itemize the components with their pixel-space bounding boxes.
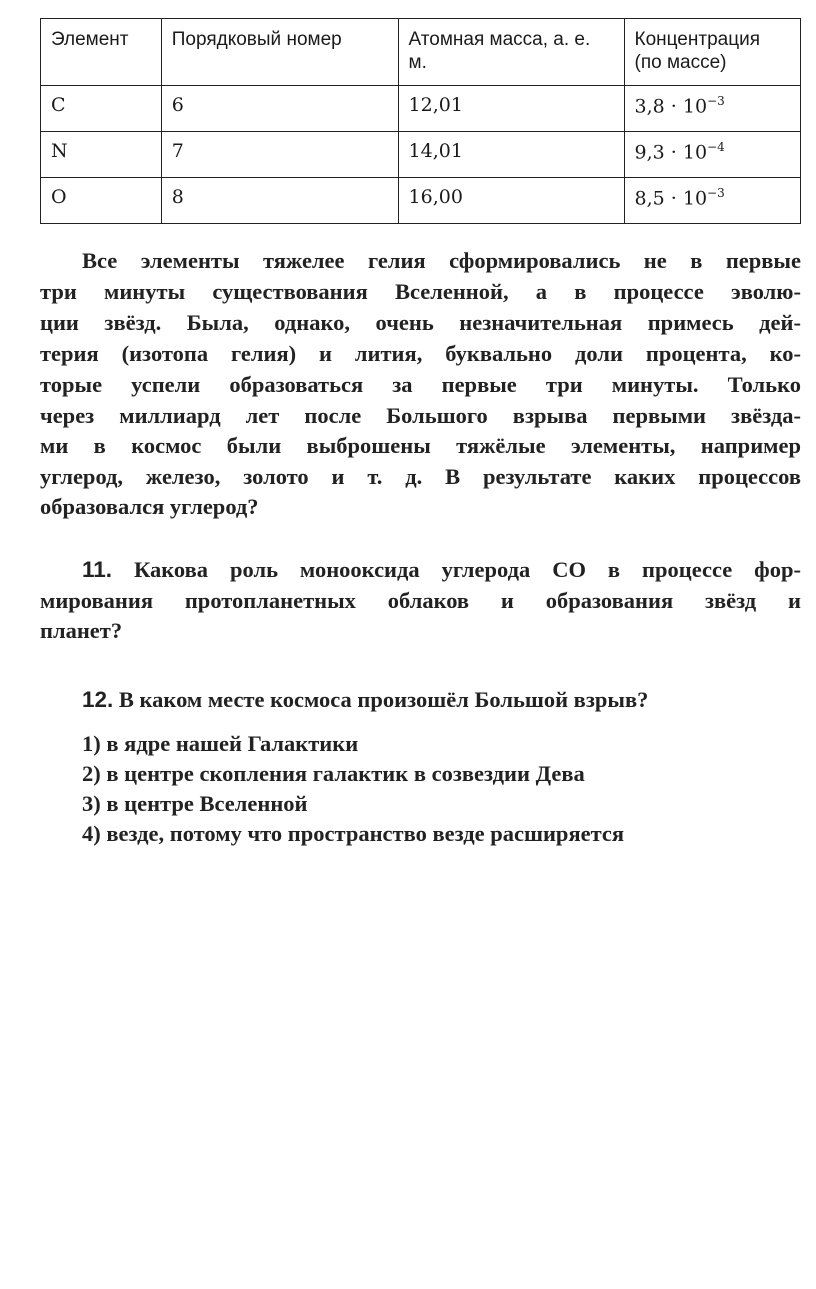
exponent: −4 <box>707 140 725 154</box>
paragraph-line: углерод, железо, золото и т. д. В результате каких процессов <box>40 464 801 489</box>
header-cell: Элемент <box>41 19 162 86</box>
answer-option: 4) везде, потому что пространство везде расширяется <box>82 821 625 846</box>
header-cell: Концентрация (по массе) <box>624 19 800 86</box>
question-12 <box>82 687 648 713</box>
paragraph-line: терия (изотопа гелия) и лития, буквально доли процента, ко- <box>40 341 801 366</box>
question-text: Какова роль монооксида углерода СО в процессе фор- <box>134 557 801 582</box>
concentration-cell <box>624 132 800 178</box>
mantissa: 3,8 · 10 <box>634 95 708 118</box>
question-number: 12. <box>82 687 114 712</box>
paragraph-line: ми в космос были выброшены тяжёлые элементы, например <box>40 433 801 458</box>
paragraph-line: торые успели образоваться за первые три минуты. Только <box>40 372 801 397</box>
mass-cell: 14,01 <box>398 132 624 178</box>
number-cell: 8 <box>161 178 398 224</box>
table-row <box>41 178 801 224</box>
mantissa: 8,5 · 10 <box>634 187 708 210</box>
number-cell: 7 <box>161 132 398 178</box>
question-text: В каком месте космоса произошёл Большой взрыв? <box>118 687 649 712</box>
table-row <box>41 132 801 178</box>
header-cell: Порядковый номер <box>161 19 398 86</box>
paragraph-line: ции звёзд. Была, однако, очень незначительная примесь дей- <box>40 310 801 335</box>
exponent: −3 <box>707 186 725 200</box>
question-number: 11. <box>82 557 113 582</box>
question-11-line: мирования протопланетных облаков и образования звёзд и <box>40 588 801 613</box>
question-11-line: планет? <box>40 618 123 643</box>
mantissa: 9,3 · 10 <box>634 141 708 164</box>
concentration-cell <box>624 178 800 224</box>
paragraph-line: образовался углерод? <box>40 494 259 519</box>
header-cell: Атомная масса, а. е. м. <box>398 19 624 86</box>
mass-cell: 12,01 <box>398 86 624 132</box>
number-cell: 6 <box>161 86 398 132</box>
elements-table <box>40 18 801 224</box>
question-11-line <box>82 557 801 587</box>
element-cell: C <box>41 86 162 132</box>
paragraph-line: три минуты существования Вселенной, а в процессе эволю- <box>40 279 801 304</box>
mass-cell: 16,00 <box>398 178 624 224</box>
answer-option: 3) в центре Вселенной <box>82 791 308 816</box>
answer-option: 1) в ядре нашей Галактики <box>82 731 359 756</box>
element-cell: N <box>41 132 162 178</box>
concentration-cell <box>624 86 800 132</box>
paragraph-line: Все элементы тяжелее гелия сформировались не в первые <box>82 248 801 273</box>
exponent: −3 <box>707 94 725 108</box>
table-header-row <box>41 19 801 86</box>
element-cell: O <box>41 178 162 224</box>
answer-option: 2) в центре скопления галактик в созвездии Дева <box>82 761 585 786</box>
table-row <box>41 86 801 132</box>
paragraph-line: через миллиард лет после Большого взрыва первыми звёзда- <box>40 403 801 428</box>
